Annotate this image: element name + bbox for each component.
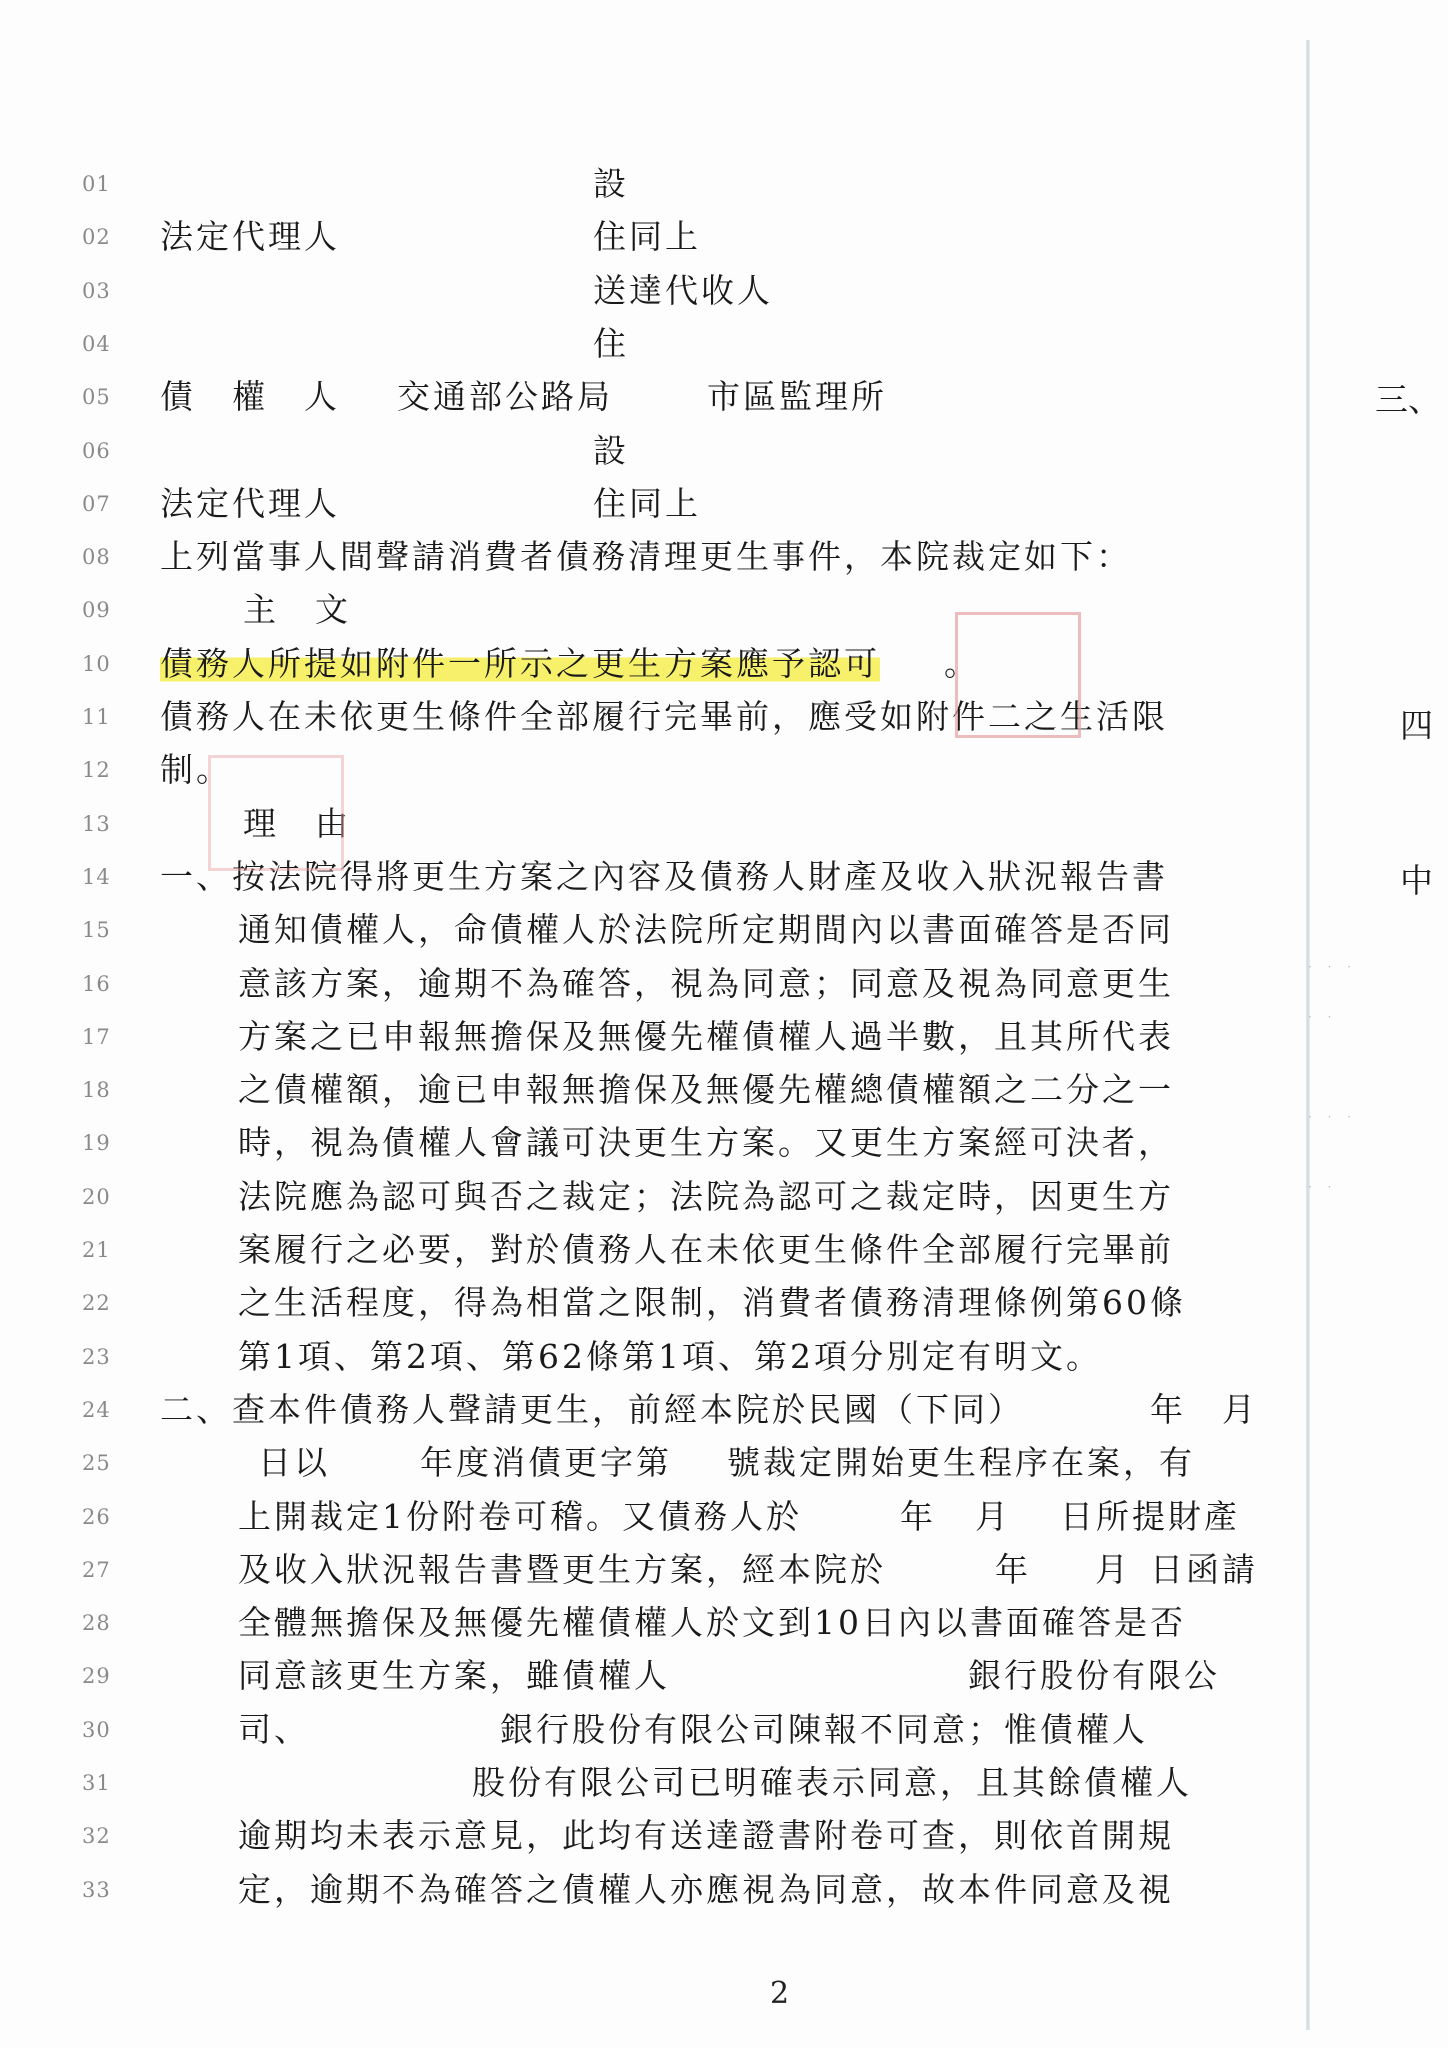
- line-text: 逾期均未表示意見，此均有送達證書附卷可查，則依首開規: [238, 1816, 1174, 1855]
- line-text: 司、: [238, 1710, 310, 1749]
- line-text: 通知債權人，命債權人於法院所定期間內以書面確答是否同: [238, 910, 1174, 949]
- line-text: 主 文: [243, 590, 351, 629]
- scan-noise: · ·: [1308, 1180, 1338, 1194]
- document-line: [0, 158, 1300, 211]
- court-stamp: [208, 755, 344, 871]
- line-number: 12: [82, 758, 111, 782]
- line-number: 10: [82, 652, 111, 676]
- line-number: 25: [82, 1451, 111, 1475]
- document-line: [0, 1384, 1300, 1437]
- highlighted-text: 債務人所提如附件一所示之更生方案應予認可: [160, 642, 880, 686]
- line-number: 28: [82, 1611, 111, 1635]
- document-line: [0, 1491, 1300, 1544]
- line-number: 24: [82, 1398, 111, 1422]
- document-line: [0, 1704, 1300, 1757]
- document-line: [0, 1810, 1300, 1863]
- line-number: 32: [82, 1824, 111, 1848]
- line-number: 08: [82, 545, 111, 569]
- line-text: 制。: [160, 750, 232, 789]
- margin-fragment: 四: [1400, 706, 1433, 745]
- document-line: [0, 798, 1300, 851]
- document-line: [0, 478, 1300, 531]
- line-number: 30: [82, 1718, 111, 1742]
- line-text: 交通部公路局: [397, 377, 613, 416]
- document-line: [0, 1864, 1300, 1917]
- line-text: 送達代收人: [593, 271, 773, 310]
- line-number: 22: [82, 1291, 111, 1315]
- line-number: 01: [82, 172, 111, 196]
- line-number: 33: [82, 1878, 111, 1902]
- line-text: 同意該更生方案，雖債權人: [238, 1656, 670, 1695]
- line-text: 市區監理所: [707, 377, 887, 416]
- document-line: [0, 1331, 1300, 1384]
- line-number: 05: [82, 385, 111, 409]
- line-number: 26: [82, 1505, 111, 1529]
- line-text: 債 權 人: [160, 377, 340, 416]
- line-number: 15: [82, 918, 111, 942]
- line-text: 月: [1095, 1550, 1131, 1589]
- document-line: [0, 1757, 1300, 1810]
- line-text: 設: [593, 164, 629, 203]
- line-text: 銀行股份有限公司陳報不同意；惟債權人: [500, 1710, 1148, 1749]
- line-number: 04: [82, 332, 111, 356]
- document-line: [0, 425, 1300, 478]
- scan-noise: · · ·: [1308, 1110, 1358, 1124]
- line-number: 20: [82, 1185, 111, 1209]
- document-line: [0, 691, 1300, 744]
- line-text: 二、查本件債務人聲請更生，前經本院於民國（下同）: [160, 1390, 1024, 1429]
- line-number: 29: [82, 1664, 111, 1688]
- line-number: 02: [82, 225, 111, 249]
- line-text: 日函請: [1150, 1550, 1258, 1589]
- page-number: 2: [770, 1976, 790, 2011]
- document-line: [0, 744, 1300, 797]
- line-text: 理 由: [243, 804, 351, 843]
- document-line: [0, 638, 1300, 691]
- document-line: [0, 1597, 1300, 1650]
- court-stamp: [955, 612, 1081, 738]
- document-line: [0, 1277, 1300, 1330]
- document-line: [0, 531, 1300, 584]
- line-text: 上列當事人間聲請消費者債務清理更生事件，本院裁定如下：: [160, 537, 1132, 576]
- line-text: 住: [593, 324, 629, 363]
- line-text: 方案之已申報無擔保及無優先權債權人過半數，且其所代表: [238, 1017, 1174, 1056]
- line-text: 年 月: [1150, 1390, 1258, 1429]
- line-number: 21: [82, 1238, 111, 1262]
- document-line: [0, 211, 1300, 264]
- document-line: [0, 265, 1300, 318]
- line-number: 09: [82, 598, 111, 622]
- document-line: [0, 958, 1300, 1011]
- document-line: [0, 318, 1300, 371]
- document-line: [0, 1171, 1300, 1224]
- line-number: 27: [82, 1558, 111, 1582]
- line-number: 11: [82, 705, 111, 729]
- line-number: 13: [82, 812, 111, 836]
- line-text: 之債權額，逾已申報無擔保及無優先權總債權額之二分之一: [238, 1070, 1174, 1109]
- line-number: 23: [82, 1345, 111, 1369]
- line-number: 06: [82, 439, 111, 463]
- document-line: [0, 1650, 1300, 1703]
- line-text: 日以: [258, 1443, 330, 1482]
- line-text: 全體無擔保及無優先權債權人於文到10日內以書面確答是否: [238, 1603, 1186, 1642]
- document-line: [0, 1544, 1300, 1597]
- document-line: [0, 1064, 1300, 1117]
- line-text: 第1項、第2項、第62條第1項、第2項分別定有明文。: [238, 1337, 1102, 1376]
- line-text: 之生活程度，得為相當之限制，消費者債務清理條例第60條: [238, 1283, 1186, 1322]
- line-text: 設: [593, 431, 629, 470]
- line-text: 債務人在未依更生條件全部履行完畢前，應受如附件二之生活限: [160, 697, 1168, 736]
- line-number: 03: [82, 279, 111, 303]
- margin-fragment: 中: [1400, 861, 1433, 900]
- line-text: 月: [975, 1497, 1011, 1536]
- line-text: 上開裁定1份附卷可稽。又債務人於: [238, 1497, 802, 1536]
- line-text: 日所提財產: [1060, 1497, 1240, 1536]
- document-line: [0, 851, 1300, 904]
- line-text: 住同上: [593, 217, 701, 256]
- line-number: 19: [82, 1131, 111, 1155]
- document-line: [0, 1437, 1300, 1490]
- document-line: [0, 1117, 1300, 1170]
- line-text: 意該方案，逾期不為確答，視為同意；同意及視為同意更生: [238, 964, 1174, 1003]
- line-text: 法定代理人: [160, 484, 340, 523]
- document-line: [0, 371, 1300, 424]
- document-line: [0, 1224, 1300, 1277]
- scan-noise: · · ·: [1308, 960, 1358, 974]
- line-text: 號裁定開始更生程序在案，有: [727, 1443, 1195, 1482]
- line-text: 及收入狀況報告書暨更生方案，經本院於: [238, 1550, 886, 1589]
- line-number: 17: [82, 1025, 111, 1049]
- line-text: 年: [900, 1497, 936, 1536]
- line-text: 法定代理人: [160, 217, 340, 256]
- line-text: 銀行股份有限公: [968, 1656, 1220, 1695]
- document-line: [0, 904, 1300, 957]
- line-text: 股份有限公司已明確表示同意，且其餘債權人: [472, 1763, 1192, 1802]
- scan-noise: · ·: [1308, 1010, 1338, 1024]
- document-line: [0, 1011, 1300, 1064]
- line-text: 定，逾期不為確答之債權人亦應視為同意，故本件同意及視: [238, 1870, 1174, 1909]
- line-text: 一、按法院得將更生方案之內容及債務人財產及收入狀況報告書: [160, 857, 1168, 896]
- scan-edge: [1306, 40, 1310, 2030]
- margin-fragment: 三、: [1375, 380, 1441, 419]
- line-number: 16: [82, 972, 111, 996]
- line-text: 年: [995, 1550, 1031, 1589]
- line-text: 時，視為債權人會議可決更生方案。又更生方案經可決者，: [238, 1123, 1174, 1162]
- line-text: 法院應為認可與否之裁定；法院為認可之裁定時，因更生方: [238, 1177, 1174, 1216]
- line-text: 案履行之必要，對於債務人在未依更生條件全部履行完畢前: [238, 1230, 1174, 1269]
- line-number: 14: [82, 865, 111, 889]
- line-number: 31: [82, 1771, 111, 1795]
- line-number: 07: [82, 492, 111, 516]
- line-text: 住同上: [593, 484, 701, 523]
- line-number: 18: [82, 1078, 111, 1102]
- line-text: 年度消債更字第: [420, 1443, 672, 1482]
- line-text: 。: [944, 644, 980, 683]
- document-line: [0, 584, 1300, 637]
